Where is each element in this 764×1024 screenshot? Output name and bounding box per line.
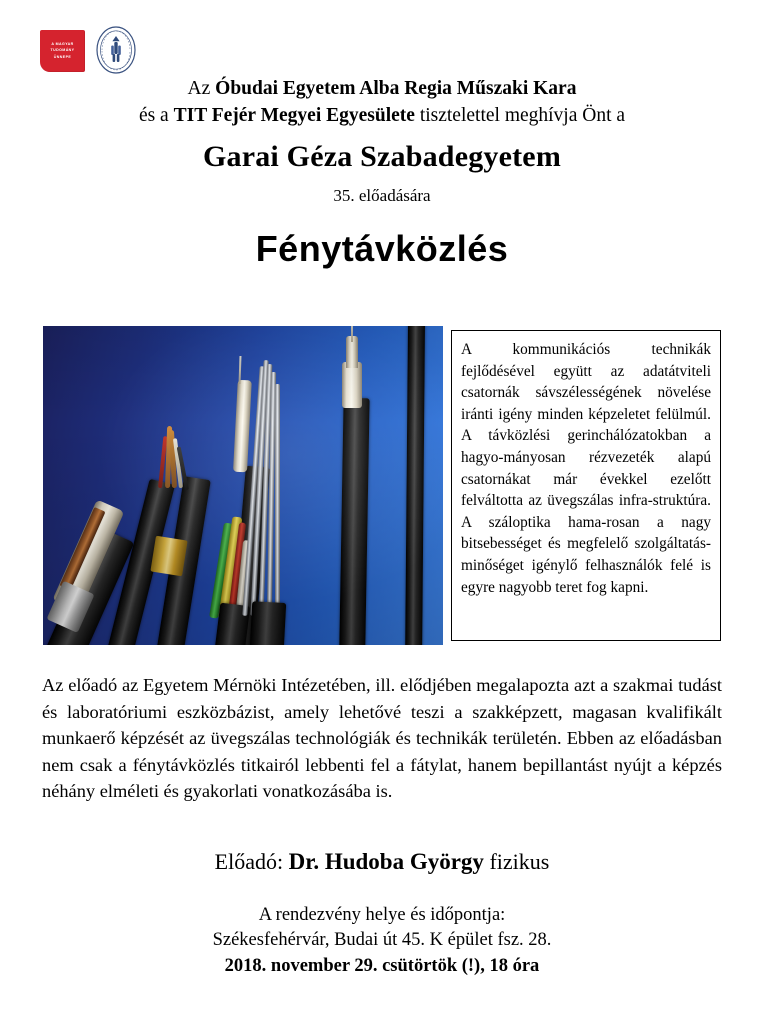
speaker-label: Előadó: [214, 849, 289, 874]
logo-row [40, 25, 220, 75]
body-paragraph: Az előadó az Egyetem Mérnöki Intézetében, ill. elődjében megalapozta azt a szakmai tudást és laboratóriumi eszközbázist, amely lehetővé teszi a szakképzett, magasan kvalifikált munkaerő képzését az üvegszálas technológiák és technikák területén. Ebben az előadásban nem csak a fénytávközlés titkairól lebbenti fel a fátylat, hanem bepillantást nyújt a képzés néhány elméleti és gyakorlati vonatkozásába is. [42, 675, 722, 802]
event-details [60, 903, 704, 979]
speaker-name: Dr. Hudoba György [288, 849, 484, 874]
header-line2-suffix: tisztelettel meghívja Önt a [414, 105, 626, 126]
event-series-title: Garai Géza Szabadegyetem [202, 140, 562, 173]
cable-photo [43, 326, 443, 645]
header-line2-prefix: és a [138, 105, 174, 126]
tit-seal-logo [95, 25, 137, 75]
event-number-subtitle: 35. előadására [333, 186, 431, 205]
lecture-topic-title: Fénytávközlés [255, 228, 509, 269]
speaker-line [60, 849, 704, 875]
header-line1-bold: Óbudai Egyetem Alba Regia Műszaki Kara [215, 78, 577, 99]
description-text: A kommunikációs technikák fejlődésével együtt az adatátviteli csatornák sávszélességének növelése iránti igény minden képzeletet felülmúl. A távközlési gerinchálózatokban a hagyo-mányosan rézvezeték alapú csatornákat már évekkel ezelőtt felváltotta az üvegszálas infra-struktúra. A száloptika hama-rosan a nagy bitsebességet és megfelelő szolgáltatás-minőséget igénylő felhasználók felé is egyre nagyobb teret fog kapni. [461, 341, 711, 596]
event-venue: Székesfehérvár, Budai út 45. K épület fsz. 28. [212, 930, 552, 950]
photo-vignette [43, 326, 443, 645]
header-line-1 [60, 78, 704, 100]
event-datetime: 2018. november 29. csütörtök (!), 18 óra [224, 956, 540, 976]
header-line2-bold: TIT Fejér Megyei Egyesülete [173, 105, 415, 126]
header-line-2 [60, 105, 704, 127]
event-details-label: A rendezvény helye és időpontja: [258, 905, 506, 925]
cable-photo-content [43, 326, 443, 645]
mta-logo-line1: A MAGYAR [51, 42, 74, 46]
mta-red-logo [40, 30, 85, 72]
speaker-role: fizikus [483, 849, 550, 874]
mta-logo-line2: TUDOMÁNY [50, 48, 75, 53]
mta-logo-line3: ÜNNEPE [53, 54, 72, 59]
header-line1-prefix: Az [187, 78, 216, 99]
description-box [451, 330, 721, 641]
